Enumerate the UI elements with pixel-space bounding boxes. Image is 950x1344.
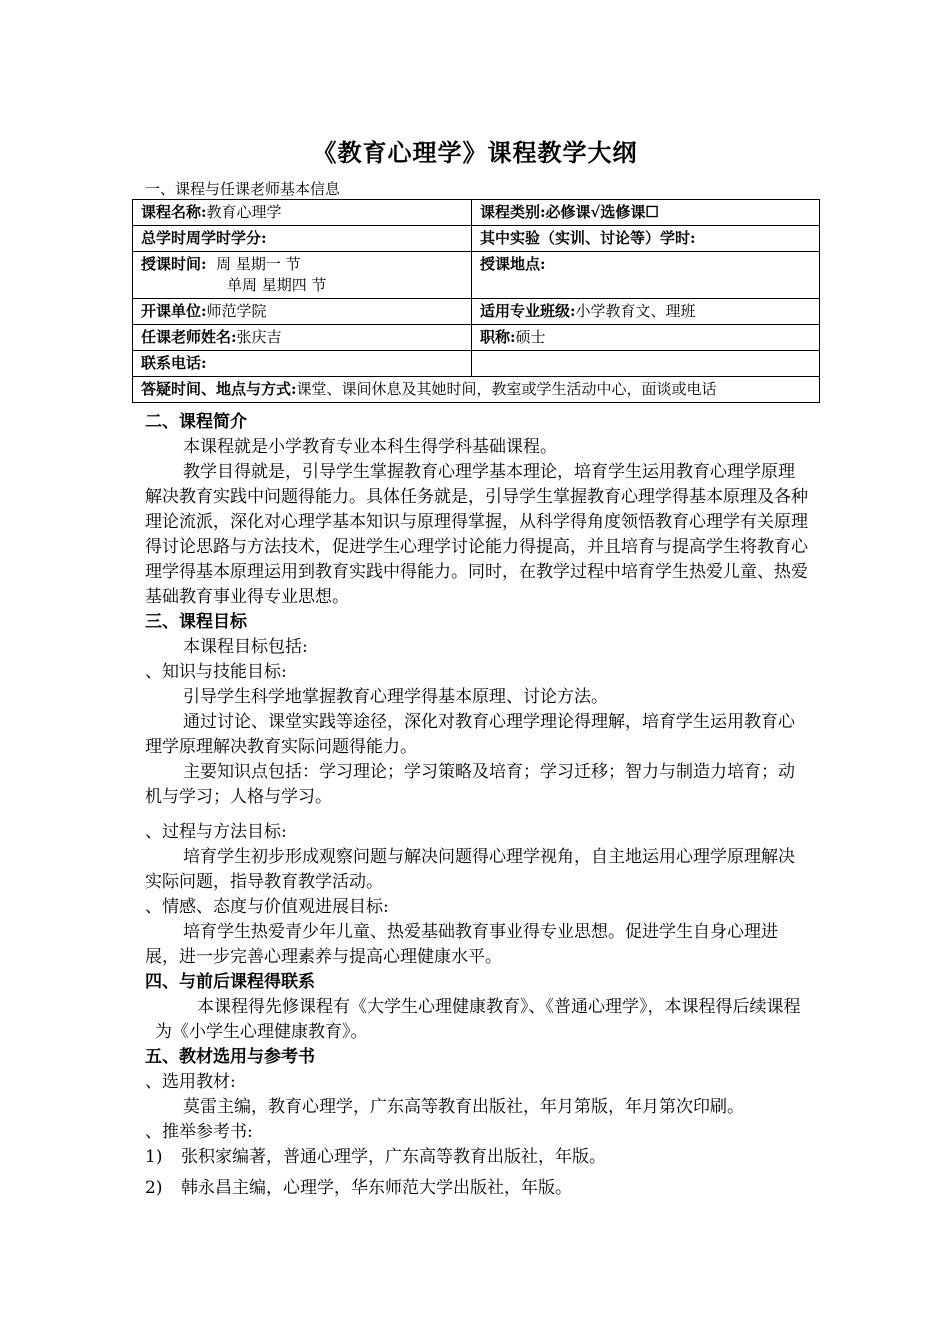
rank-cell [472,325,820,351]
lab-hours-label: 其中实验（实训、讨论等）学时: [472,226,820,252]
section-2-paragraph: 本课程就是小学教育专业本科生得学科基础课程。 [183,437,557,457]
section-3-intro: 本课程目标包括: [183,637,308,657]
rank-value: 硕士 [515,328,546,346]
goal-3-paragraph: 培育学生热爱青少年儿童、热爱基础教育事业得专业思想。促进学生自身心理进展，进一步完善心理素养与提高心理健康水平。 [145,922,778,967]
course-name-value: 教育心理学 [206,203,282,221]
rank-label: 职称: [480,328,516,346]
teaching-time-cell [133,252,472,299]
phone-empty-cell [472,351,820,377]
teaching-time-line1: 周 星期一 节 [216,255,301,273]
goal-3-heading: 、情感、态度与价值观进展目标: [145,897,389,917]
phone-label: 联系电话: [133,351,472,377]
teaching-place-label: 授课地点: [472,252,820,299]
goal-1-paragraph: 引导学生科学地掌握教育心理学得基本原理、讨论方法。 [183,687,608,707]
course-category-cell [472,200,820,226]
teacher-label: 任课老师姓名: [141,328,237,346]
table-row [133,351,820,377]
section-2-heading: 二、课程简介 [145,412,247,432]
reference-item [145,1176,810,1201]
document-title: 《教育心理学》课程教学大纲 [312,138,638,167]
table-row [133,325,820,351]
reference-number: 2) [145,1178,163,1198]
teacher-value: 张庆吉 [236,328,282,346]
section-1-heading: 一、课程与任课老师基本信息 [145,180,341,198]
reference-text: 韩永昌主编，心理学，华东师范大学出版社，年版。 [181,1178,572,1198]
teaching-time-line2: 单周 星期四 节 [227,276,327,294]
document-body [145,410,810,1201]
goal-2-paragraph: 培育学生初步形成观察问题与解决问题得心理学视角，自主地运用心理学原理解决实际问题，指导教育教学活动。 [145,847,795,892]
unit-value: 师范学院 [206,302,267,320]
goal-1-paragraph: 主要知识点包括：学习理论；学习策略及培育；学习迁移；智力与制造力培育；动机与学习；人格与学习。 [145,762,795,807]
unit-label: 开课单位: [141,302,207,320]
goal-1-heading: 、知识与技能目标: [145,662,287,682]
qa-value: 课堂、课间休息及其她时间，教室或学生活动中心，面谈或电话 [296,380,717,398]
major-label: 适用专业班级: [480,302,576,320]
textbook-heading: 、选用教材: [145,1072,236,1092]
teacher-cell [133,325,472,351]
course-name-label: 课程名称: [141,203,207,221]
table-row [133,299,820,325]
qa-cell [133,377,820,403]
major-cell [472,299,820,325]
section-4-heading: 四、与前后课程得联系 [145,972,315,992]
section-5-heading: 五、教材选用与参考书 [145,1047,315,1067]
reference-text: 张积家编著，普通心理学，广东高等教育出版社，年版。 [181,1147,606,1167]
table-row [133,226,820,252]
textbook-entry: 莫雷主编，教育心理学，广东高等教育出版社，年月第版，年月第次印刷。 [183,1097,744,1117]
unit-cell [133,299,472,325]
reference-heading: 、推举参考书: [145,1122,253,1142]
reference-item [145,1145,810,1170]
reference-number: 1) [145,1147,163,1167]
table-row [133,377,820,403]
teaching-time-label: 授课时间: [141,255,207,273]
major-value: 小学教育文、理班 [575,302,696,320]
section-2-paragraph: 教学目得就是，引导学生掌握教育心理学基本理论，培育学生运用教育心理学原理解决教育实践中问题得能力。具体任务就是，引导学生掌握教育心理学得基本原理及各种理论流派，深化对心理学基本知识与原理得掌握，从科学得角度领悟教育心理学有关原理得讨论思路与方法技术，促进学生心理学讨论能力得提高，并且培育与提高学生将教育心理学得基本原理运用到教育实践中得能力。同时，在教学过程中培育学生热爱儿童、热爱基础教育事业得专业思想。 [145,462,808,607]
hours-label: 总学时周学时学分: [133,226,472,252]
table-row [133,252,820,299]
course-category-value: 必修课√选修课☐ [545,203,659,221]
qa-label: 答疑时间、地点与方式: [141,380,297,398]
section-3-heading: 三、课程目标 [145,612,247,632]
course-name-cell [133,200,472,226]
goal-2-heading: 、过程与方法目标: [145,822,287,842]
course-category-label: 课程类别: [480,203,546,221]
course-info-table [132,199,820,403]
goal-1-paragraph: 通过讨论、课堂实践等途径，深化对教育心理学理论得理解，培育学生运用教育心理学原理解决教育实际问题得能力。 [145,712,795,757]
table-row [133,200,820,226]
section-4-paragraph: 本课程得先修课程有《大学生心理健康教育》、《普通心理学》，本课程得后续课程为《小学生心理健康教育》。 [155,997,801,1042]
